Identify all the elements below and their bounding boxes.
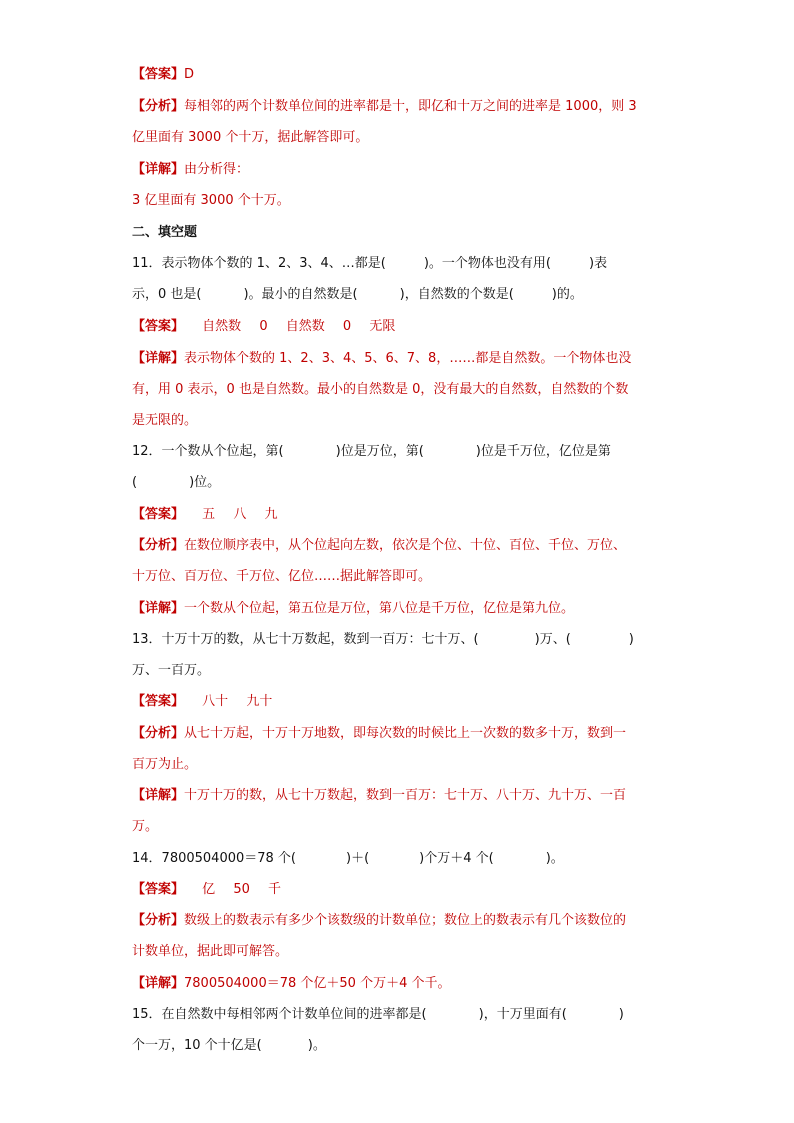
answer-tag: 【答案】 bbox=[132, 694, 185, 709]
q14-text-c: )个万＋4 个( bbox=[419, 851, 494, 866]
q14-text-b: )＋( bbox=[346, 851, 370, 866]
q15-text-b: )，十万里面有( bbox=[478, 1007, 567, 1022]
answer-tag: 【答案】 bbox=[132, 67, 185, 82]
answer-tag: 【答案】 bbox=[132, 882, 185, 897]
q13-text-c: ) bbox=[628, 632, 634, 647]
answer-value: 八十 bbox=[202, 694, 229, 709]
analysis-text: 从七十万起，十万十万地数，即每次数的时候比上一次数的数多十万，数到一 bbox=[184, 726, 627, 741]
q12-text-e: )位。 bbox=[189, 475, 221, 490]
q13-text-a: 13．十万十万的数，从七十万数起，数到一百万：七十万、( bbox=[132, 632, 479, 647]
question-15-line-2 bbox=[132, 1037, 326, 1055]
answer-value: 50 bbox=[233, 882, 250, 897]
answer-value: 八 bbox=[233, 507, 247, 522]
answer-value: 九十 bbox=[246, 694, 273, 709]
answer-value: 自然数 bbox=[202, 319, 242, 334]
q12-text-c: )位是千万位，亿位是第 bbox=[475, 444, 611, 459]
detail-tag: 【详解】 bbox=[132, 351, 185, 366]
q12-text-a: 12．一个数从个位起，第( bbox=[132, 444, 284, 459]
question-15-line-1 bbox=[132, 1006, 624, 1024]
detail-text: 十万十万的数，从七十万数起，数到一百万：七十万、八十万、九十万、一百 bbox=[184, 788, 627, 803]
q11-text-d: 示，0 也是( bbox=[132, 287, 202, 302]
q11-text-g: )的。 bbox=[551, 287, 583, 302]
answer-line-q11 bbox=[132, 318, 395, 336]
analysis-text: 在数位顺序表中，从个位起向左数，依次是个位、十位、百位、千位、万位、 bbox=[184, 538, 627, 553]
detail-text: 一个数从个位起，第五位是万位，第八位是千万位，亿位是第九位。 bbox=[184, 601, 575, 616]
detail-tag: 【详解】 bbox=[132, 601, 185, 616]
q12-text-b: )位是万位，第( bbox=[335, 444, 424, 459]
answer-line-q13 bbox=[132, 693, 272, 711]
answer-line-q12 bbox=[132, 506, 277, 524]
detail-text: 表示物体个数的 1、2、3、4、5、6、7、8，……都是自然数。一个物体也没 bbox=[184, 351, 632, 366]
q11-text-f: )，自然数的个数是( bbox=[399, 287, 514, 302]
question-14-line-1 bbox=[132, 850, 564, 868]
question-11-line-1 bbox=[132, 255, 607, 273]
answer-tag: 【答案】 bbox=[132, 507, 185, 522]
q13-text-b: )万、( bbox=[534, 632, 571, 647]
detail-line-q13 bbox=[132, 787, 626, 805]
analysis-text: 数级上的数表示有多少个该数级的计数单位；数位上的数表示有几个该数位的 bbox=[184, 913, 627, 928]
q11-text-b: )。一个物体也没有用( bbox=[423, 256, 551, 271]
detail-line-q11 bbox=[132, 350, 631, 368]
detail-line-q12 bbox=[132, 600, 574, 618]
answer-value: 0 bbox=[342, 319, 352, 334]
detail-line-q13-2: 万。 bbox=[132, 819, 159, 834]
section-title: 二、填空题 bbox=[132, 225, 198, 240]
q11-text-a: 11．表示物体个数的 1、2、3、4、…都是( bbox=[132, 256, 386, 271]
analysis-line-q14-2: 计数单位，据此即可解答。 bbox=[132, 944, 289, 959]
q15-text-e: )。 bbox=[307, 1038, 326, 1053]
detail-line-q10 bbox=[132, 161, 249, 179]
analysis-line-q14 bbox=[132, 912, 626, 930]
question-11-line-2 bbox=[132, 286, 583, 304]
detail-line-q10-2: 3 亿里面有 3000 个十万。 bbox=[132, 193, 290, 208]
analysis-line-q13 bbox=[132, 725, 626, 743]
q11-text-c: )表 bbox=[589, 256, 608, 271]
answer-value: 无限 bbox=[369, 319, 396, 334]
answer-value: 九 bbox=[264, 507, 278, 522]
answer-line-q10 bbox=[132, 66, 194, 84]
question-12-line-1 bbox=[132, 443, 611, 461]
q14-text-a: 14．7800504000＝78 个( bbox=[132, 851, 296, 866]
analysis-tag: 【分析】 bbox=[132, 913, 185, 928]
analysis-line-q10-2: 亿里面有 3000 个十万，据此解答即可。 bbox=[132, 130, 369, 145]
detail-text: 7800504000＝78 个亿＋50 个万＋4 个千。 bbox=[184, 976, 451, 991]
q11-text-e: )。最小的自然数是( bbox=[243, 287, 358, 302]
detail-tag: 【详解】 bbox=[132, 162, 185, 177]
answer-tag: 【答案】 bbox=[132, 319, 185, 334]
detail-tag: 【详解】 bbox=[132, 976, 185, 991]
analysis-tag: 【分析】 bbox=[132, 538, 185, 553]
question-13-line-2: 万、一百万。 bbox=[132, 663, 211, 678]
analysis-tag: 【分析】 bbox=[132, 726, 185, 741]
detail-line-q11-3: 是无限的。 bbox=[132, 413, 198, 428]
q15-text-d: 个一万，10 个十亿是( bbox=[132, 1038, 262, 1053]
answer-value: 五 bbox=[202, 507, 216, 522]
answer-value: 0 bbox=[259, 319, 268, 334]
answer-value: 千 bbox=[268, 882, 282, 897]
analysis-line-q10 bbox=[132, 98, 637, 116]
analysis-line-q13-2: 百万为止。 bbox=[132, 757, 198, 772]
detail-line-q11-2: 有，用 0 表示，0 也是自然数。最小的自然数是 0，没有最大的自然数，自然数的个数 bbox=[132, 382, 629, 397]
answer-value: D bbox=[184, 67, 195, 82]
analysis-line-q12 bbox=[132, 537, 626, 555]
detail-text: 由分析得： bbox=[184, 162, 250, 177]
detail-tag: 【详解】 bbox=[132, 788, 185, 803]
q12-text-d: ( bbox=[132, 475, 138, 490]
question-13-line-1 bbox=[132, 631, 634, 649]
q15-text-c: ) bbox=[618, 1007, 624, 1022]
answer-value: 亿 bbox=[202, 882, 216, 897]
analysis-line-q12-2: 十万位、百万位、千万位、亿位……据此解答即可。 bbox=[132, 569, 432, 584]
question-12-line-2 bbox=[132, 474, 220, 492]
q14-text-d: )。 bbox=[545, 851, 564, 866]
analysis-tag: 【分析】 bbox=[132, 99, 185, 114]
answer-line-q14 bbox=[132, 881, 281, 899]
detail-line-q14 bbox=[132, 975, 450, 993]
answer-value: 自然数 bbox=[285, 319, 325, 334]
analysis-text: 每相邻的两个计数单位间的进率都是十，即亿和十万之间的进率是 1000，则 3 bbox=[184, 99, 637, 114]
q15-text-a: 15．在自然数中每相邻两个计数单位间的进率都是( bbox=[132, 1007, 427, 1022]
